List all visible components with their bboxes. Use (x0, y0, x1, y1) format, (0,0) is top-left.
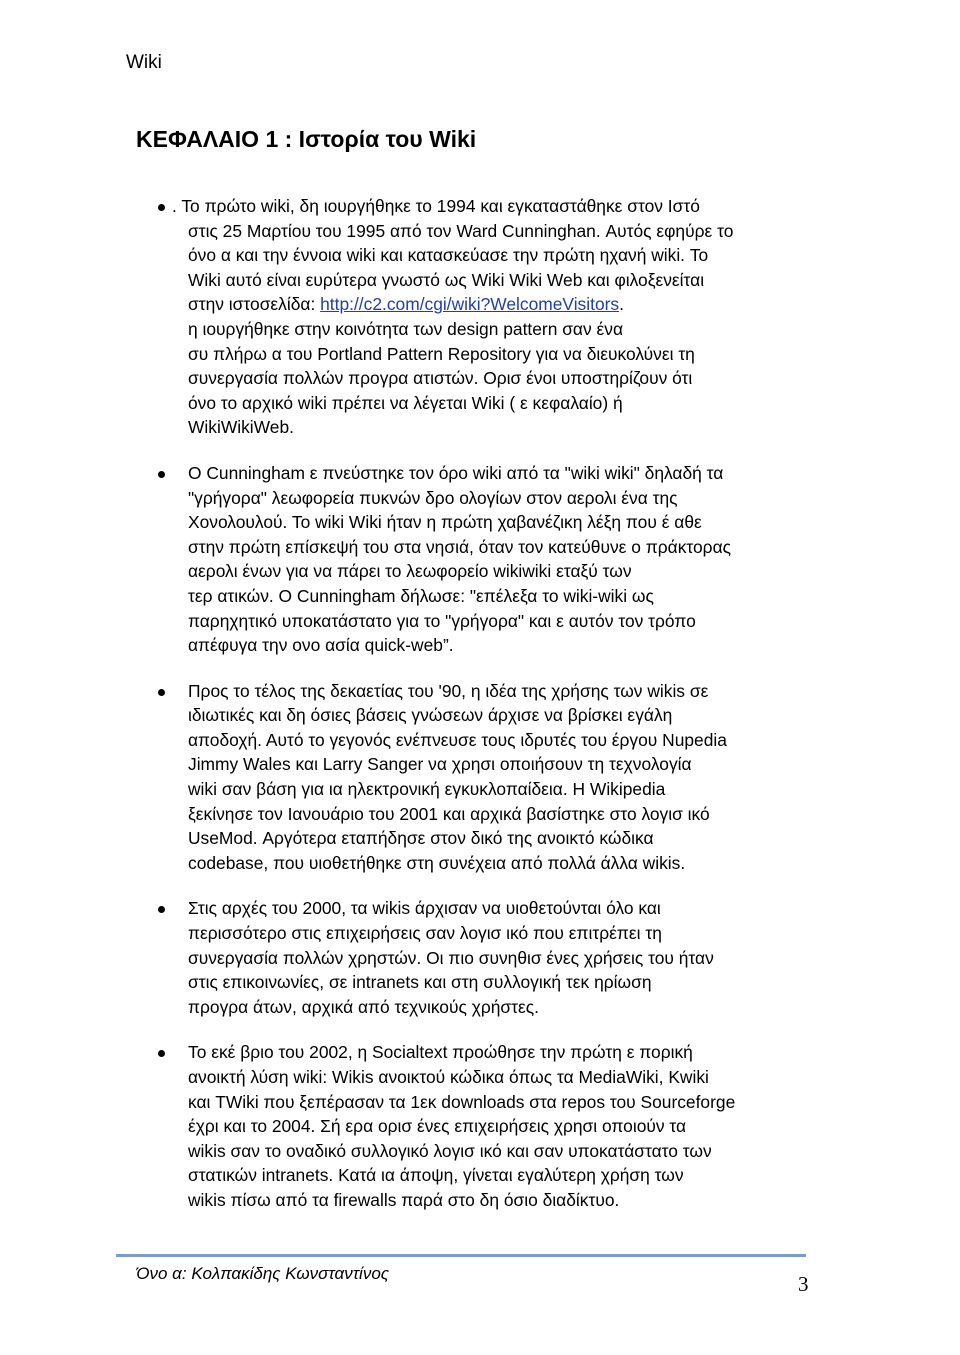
text-line: Jimmy Wales και Larry Sanger να χρησι οποιήσουν τη τεχνολογία (188, 754, 692, 775)
link-suffix: . (619, 294, 624, 315)
paragraph-enterprise (0, 896, 838, 1019)
page-number: 3 (798, 1272, 809, 1296)
text-line: wikis πίσω από τα firewalls παρά στο δη όσιο διαδίκτυο. (188, 1189, 620, 1210)
history-list (0, 194, 960, 1234)
text-line: και TWiki που ξεπέρασαν τα 1εκ downloads στα repos του Sourceforge (188, 1091, 736, 1112)
link-prefix: στην ιστοσελίδα: (188, 294, 321, 315)
paragraph-socialtext (0, 1040, 838, 1212)
text-line: Προς το τέλος της δεκαετίας του '90, η ιδέα της χρήσης των wikis σε (188, 680, 709, 701)
text-line: Ο Cunningham ε πνεύστηκε τον όρο wiki από τα "wiki wiki" δηλαδή τα (188, 462, 724, 483)
text-line: Στις αρχές του 2000, τα wikis άρχισαν να υιοθετούνται όλο και (188, 898, 661, 919)
text-line: συ πλήρω α του Portland Pattern Repository για να διευκολύνει τη (188, 343, 695, 364)
text-line: στατικών intranets. Κατά ια άποψη, γίνεται εγαλύτερη χρήση των (188, 1165, 684, 1186)
footer-divider (116, 1254, 806, 1257)
text-line: ξεκίνησε τον Ιανουάριο του 2001 και αρχικά βασίστηκε στο λογισ ικό (188, 803, 710, 824)
welcome-visitors-link[interactable]: http://c2.com/cgi/wiki?WelcomeVisitors (320, 294, 620, 315)
text-line: ιδιωτικές και δη όσιες βάσεις γνώσεων άρχισε να βρίσκει εγάλη (188, 705, 673, 726)
text-line: ανοικτή λύση wiki: Wikis ανοικτού κώδικα όπως τα MediaWiki, Kwiki (188, 1067, 709, 1087)
text-line: όνο το αρχικό wiki πρέπει να λέγεται Wiki ( ε κεφαλαίο) ή (188, 392, 623, 413)
link-line (0, 292, 840, 317)
text-line: στις 25 Μαρτίου του 1995 από τον Ward Cunninghan. Αυτός εφηύρε το (188, 220, 734, 241)
text-line: Χονολουλού. Το wiki Wiki ήταν η πρώτη χαβανέζικη λέξη που έ αθε (188, 512, 702, 533)
chapter-title: ΚΕΦΑΛΑΙΟ 1 : Ιστορία του Wiki (136, 126, 477, 152)
text-line: WikiWikiWeb. (188, 417, 294, 438)
text-line: περισσότερο στις επιχειρήσεις σαν λογισ ικό που επιτρέπει τη (188, 923, 662, 944)
text-line: στην πρώτη επίσκεψή του στα νησιά, όταν τον κατεύθυνε ο πράκτορας (188, 536, 732, 557)
text-line: codebase, που υιοθετήθηκε στη συνέχεια από πολλά άλλα wikis. (188, 852, 686, 873)
text-line: στις επικοινωνίες, σε intranets και στη συλλογική τεκ ηρίωση (188, 972, 652, 993)
author-name: Όνο α: Κολπακίδης Κωνσταντίνος (136, 1264, 390, 1283)
bullet-icon (158, 204, 165, 211)
text-line: "γρήγορα" λεωφορεία πυκνών δρο ολογίων στον αερολι ένα της (188, 487, 678, 508)
running-header: Wiki (126, 52, 162, 73)
text-line: Το εκέ βριο του 2002, η Socialtext προώθησε την πρώτη ε πορική (188, 1042, 693, 1063)
text-line: αποδοχή. Αυτό το γεγονός ενέπνευσε τους ιδρυτές του έργου Nupedia (188, 729, 727, 750)
text-line: . Το πρώτο wiki, δη ιουργήθηκε το 1994 και εγκαταστάθηκε στον Ιστό (172, 196, 700, 216)
bullet-icon (158, 906, 165, 913)
paragraph-origin (0, 194, 840, 440)
text-line: η ιουργήθηκε στην κοινότητα των design pattern σαν ένα (188, 318, 624, 339)
text-line: όνο α και την έννοια wiki και κατασκεύασε την πρώτη ηχανή wiki. Το (188, 245, 709, 266)
text-line: συνεργασία πολλών προγρα ατιστών. Ορισ ένοι υποστηρίζουν ότι (188, 368, 693, 389)
text-line: wikis σαν το οναδικό συλλογικό λογισ ικό και σαν υποκατάστατο των (188, 1140, 712, 1161)
text-line: συνεργασία πολλών χρηστών. Οι πιο συνηθισ ένες χρήσεις του ήταν (188, 947, 714, 968)
bullet-icon (158, 689, 165, 696)
text-line: αερολι ένων για να πάρει το λεωφορείο wikiwiki εταξύ των (188, 561, 632, 582)
text-line: απέφυγα την ονο ασία quick-web”. (188, 635, 454, 656)
text-line: wiki σαν βάση για ια ηλεκτρονική εγκυκλοπαίδεια. Η Wikipedia (188, 779, 666, 800)
text-line: έχρι και το 2004. Σή ερα ορισ ένες επιχειρήσεις χρησι οποιούν τα (188, 1116, 687, 1137)
paragraph-cunningham (0, 461, 838, 658)
paragraph-wikipedia (0, 679, 838, 876)
text-line: προγρα άτων, αρχικά από τεχνικούς χρήστες. (188, 996, 539, 1017)
bullet-icon (158, 471, 165, 478)
text-line: τερ ατικών. Ο Cunningham δήλωσε: "επέλεξα το wiki-wiki ως (188, 585, 654, 606)
text-line: παρηχητικό υποκατάστατο για το "γρήγορα" και ε αυτόν τον τρόπο (188, 610, 696, 631)
text-line: Wiki αυτό είναι ευρύτερα γνωστό ως Wiki Wiki Web και φιλοξενείται (188, 269, 705, 290)
bullet-icon (158, 1050, 165, 1057)
text-line: UseMod. Αργότερα εταπήδησε στον δικό της ανοικτό κώδικα (188, 828, 654, 849)
